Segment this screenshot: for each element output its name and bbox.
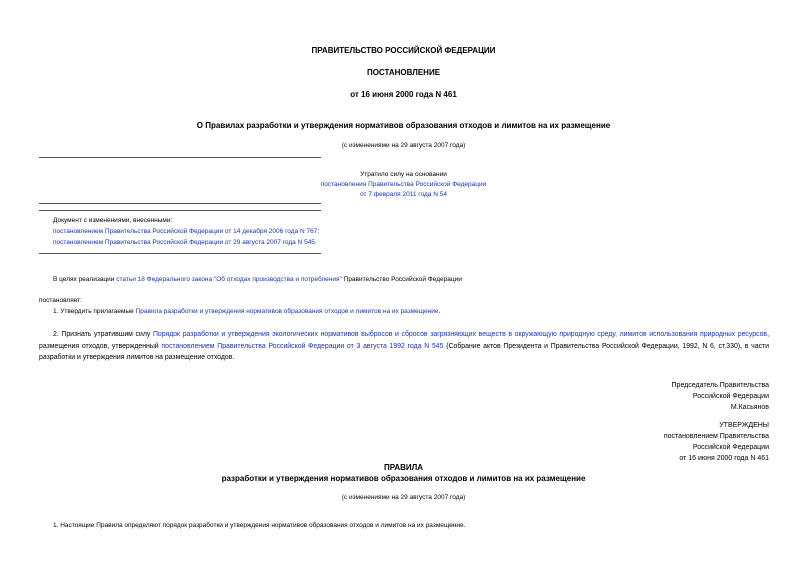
resolution-545-link[interactable]: постановлением Правительства Российской Федерации от 3 августа 1992 года N 545	[161, 342, 444, 350]
repeal-link-2[interactable]: от 7 февраля 2011 года N 54	[360, 191, 447, 198]
divider	[39, 157, 321, 158]
approved-by: постановлением Правительства	[663, 433, 769, 440]
paragraph-2-suffix: (Собрание актов Президента и Правительства Российской Федерации, 1992, N 6, ст.330), в части разработки и утверждения лимитов на размещение отходов.	[39, 342, 770, 361]
old-procedure-link[interactable]: Порядок разработки и утверждения экологических нормативов выбросов и сбросов загрязняющих веществ в окружающую природную среду, лимитов использования природных ресурсов	[152, 331, 768, 338]
law-article-link[interactable]: статьи 18 Федерального закона "Об отходах производства и потребления"	[116, 276, 342, 283]
changes-note: (с изменениями на 29 августа 2007 года)	[341, 142, 466, 149]
paragraph-2-prefix: 2. Признать утратившим силу	[53, 331, 153, 338]
rules-subtitle: разработки и утверждения нормативов образования отходов и лимитов на их размещение	[221, 474, 586, 483]
document-title: О Правилах разработки и утверждения нормативов образования отходов и лимитов на их размещение	[196, 121, 611, 130]
approved-label: УТВЕРЖДЕНЫ	[719, 422, 769, 429]
repeal-note	[0, 170, 807, 200]
paragraph-1-suffix: .	[438, 308, 441, 315]
paragraph-1	[53, 308, 440, 315]
preamble-suffix: Правительство Российской Федерации	[341, 276, 462, 283]
document-date-number: от 16 июня 2000 года N 461	[350, 90, 457, 99]
amendments-block	[53, 215, 319, 248]
rules-link[interactable]: Правила разработки и утверждения нормативов образования отходов и лимитов на их размещение	[135, 308, 439, 315]
rules-paragraph-1: 1. Настоящие Правила определяют порядок разработки и утверждения нормативов образования отходов и лимитов на их размещение.	[53, 522, 466, 529]
approved-country: Российской Федерации	[692, 444, 769, 451]
approved-date: от 16 июня 2000 года N 461	[679, 455, 769, 462]
amendment-link-2[interactable]: постановлением Правительства Российской Федерации от 29 августа 2007 года N 545.	[53, 239, 317, 246]
preamble-prefix: В целях реализации	[53, 276, 117, 283]
preamble	[53, 276, 462, 283]
divider	[39, 253, 321, 254]
repeal-line-1: Утратило силу на основании	[360, 171, 447, 178]
paragraph-2	[39, 329, 769, 364]
divider	[39, 210, 321, 211]
government-name: ПРАВИТЕЛЬСТВО РОССИЙСКОЙ ФЕДЕРАЦИИ	[311, 46, 496, 55]
signature-country: Российской Федерации	[692, 393, 769, 400]
signature-block	[672, 380, 769, 413]
amendments-label: Документ с изменениями, внесенными:	[53, 217, 173, 224]
approval-stamp	[664, 420, 769, 464]
paragraph-2-mid: , размещения отходов, утвержденный	[39, 331, 769, 350]
repeal-link-1[interactable]: постановления Правительства Российской Федерации	[320, 181, 487, 188]
rules-title: ПРАВИЛА	[383, 463, 424, 472]
amendment-link-1[interactable]: постановлением Правительства Российской Федерации от 14 декабря 2006 года N 767;	[53, 228, 320, 235]
rules-changes-note: (с изменениями на 29 августа 2007 года)	[341, 494, 466, 501]
divider	[39, 203, 321, 204]
signature-position: Председатель Правительства	[671, 382, 769, 389]
paragraph-1-prefix: 1. Утвердить прилагаемые	[53, 308, 136, 315]
document-type: ПОСТАНОВЛЕНИЕ	[366, 68, 441, 77]
decrees-text: постановляет:	[39, 297, 82, 304]
signatory-name: М.Касьянов	[730, 404, 769, 411]
